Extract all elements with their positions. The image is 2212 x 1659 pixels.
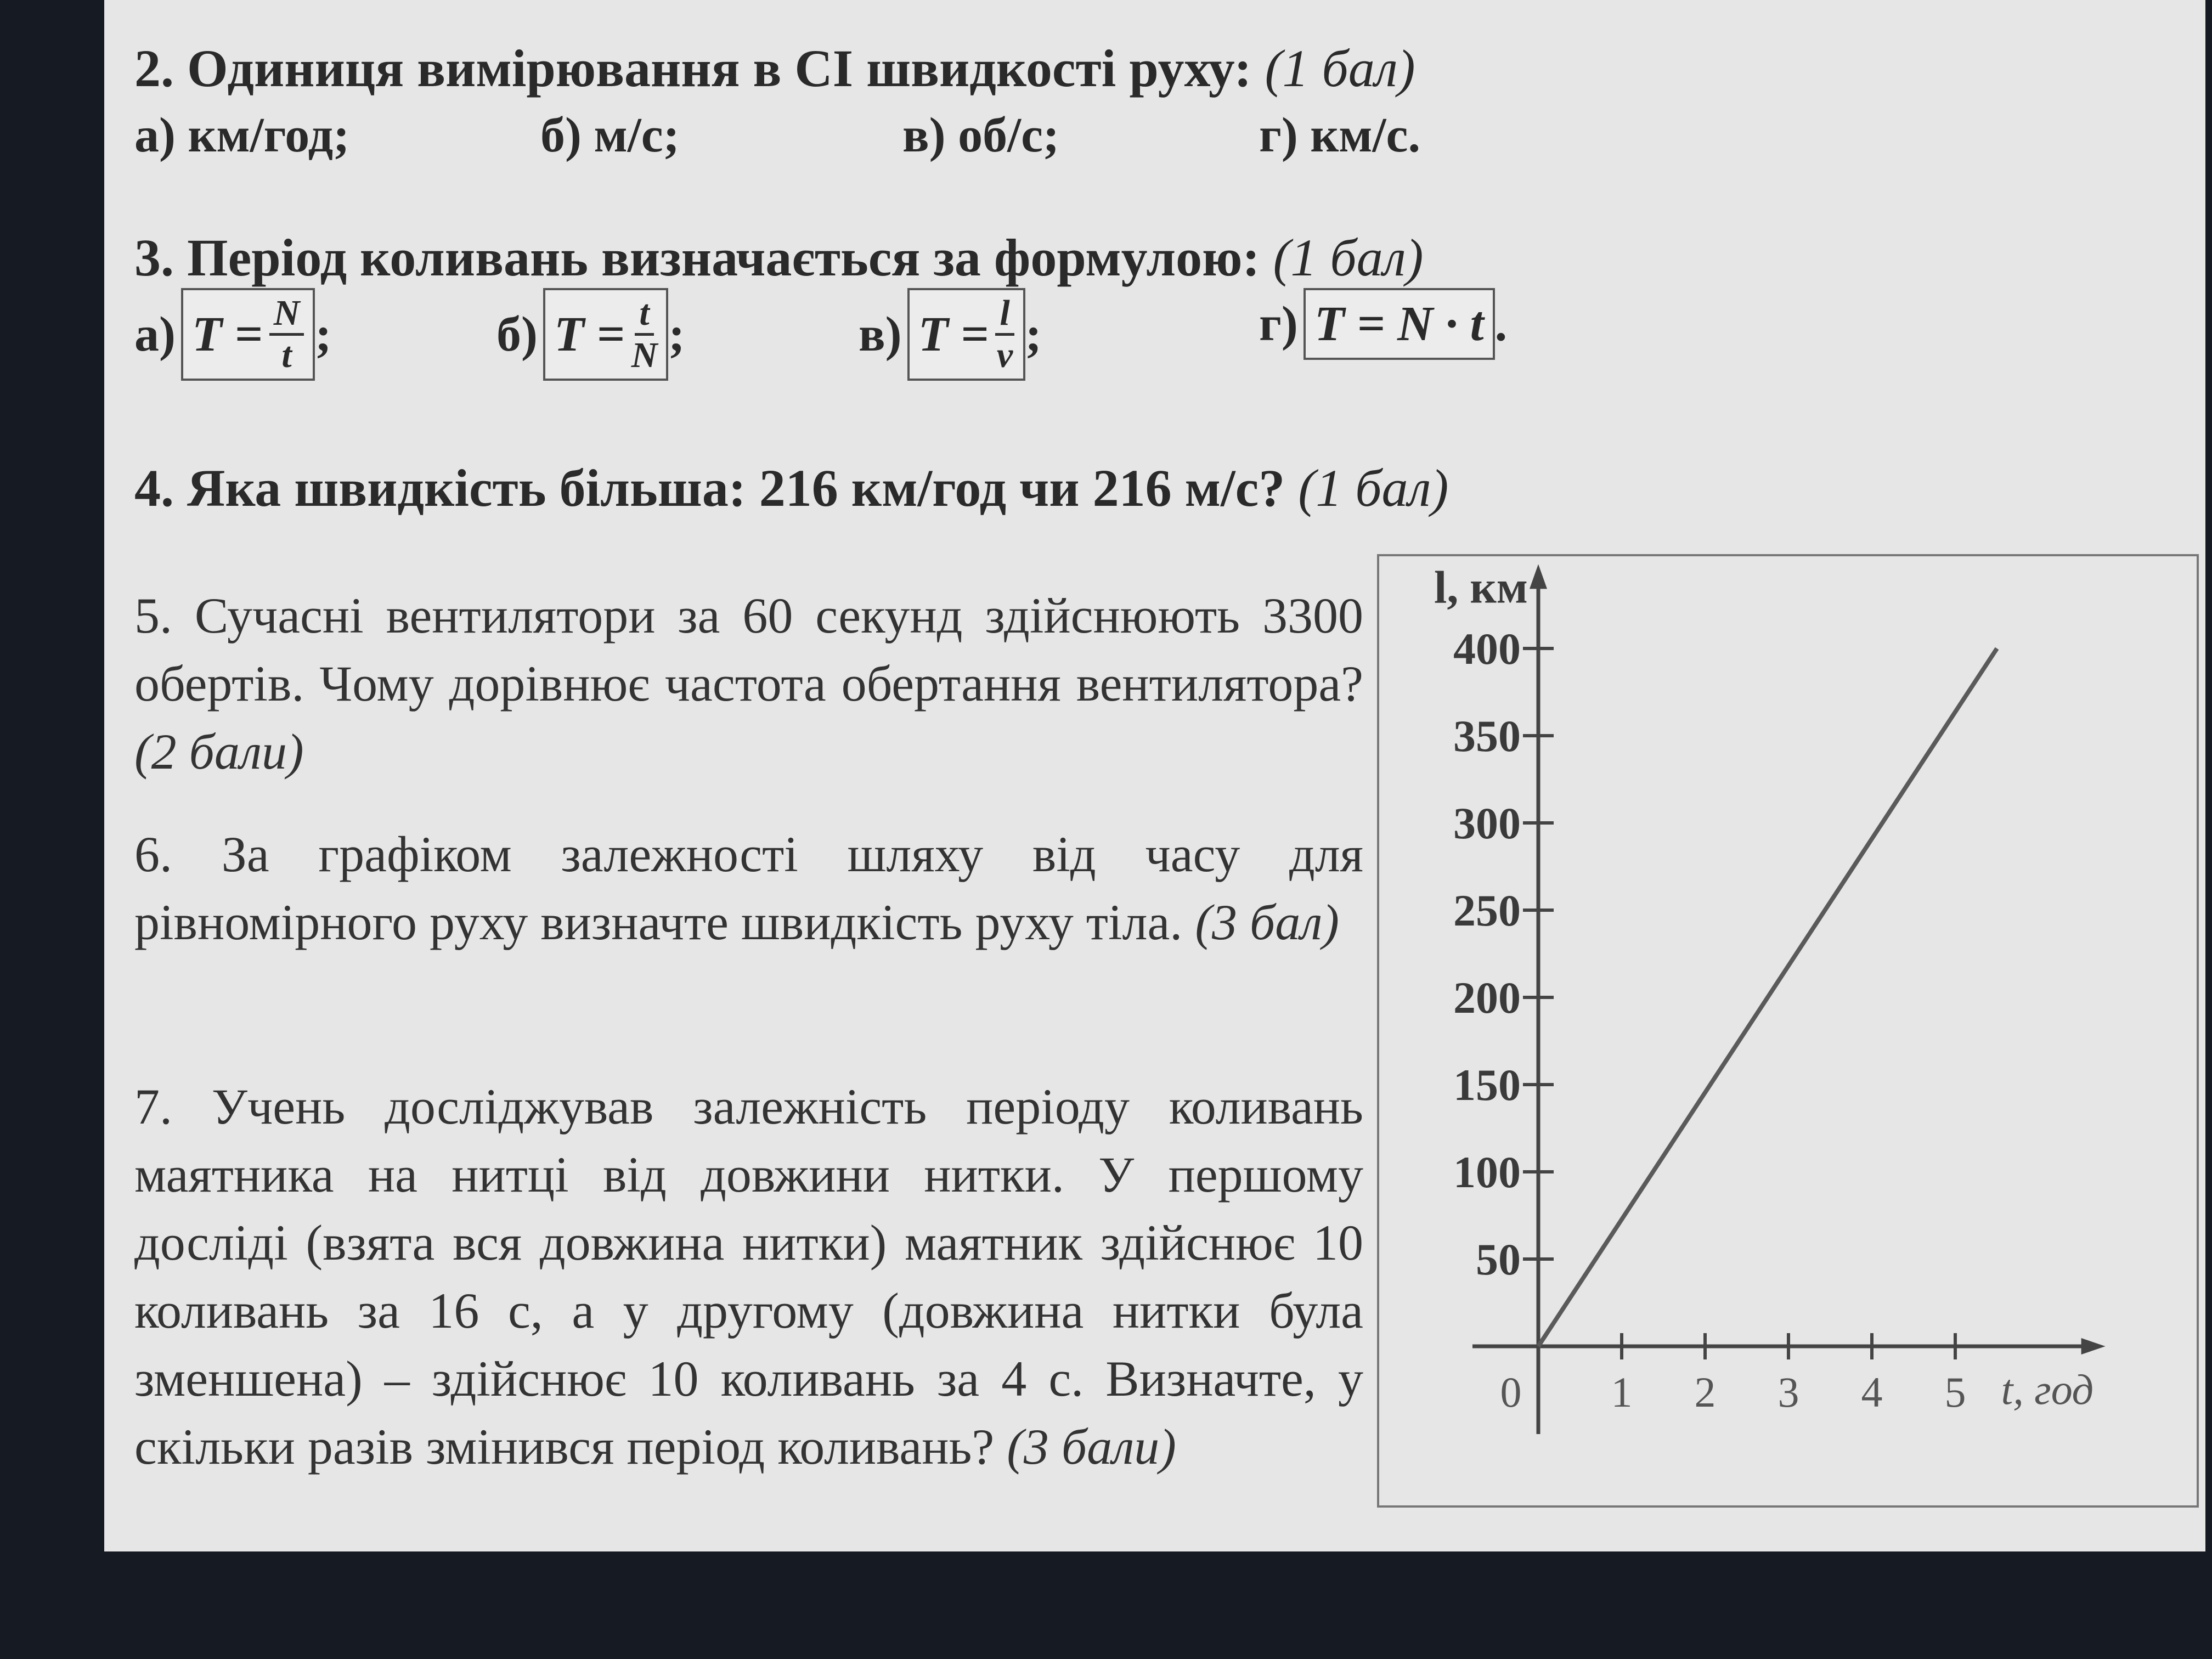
- y-tick-label: 400: [1453, 624, 1521, 674]
- y-tick-label: 50: [1476, 1234, 1521, 1284]
- y-tick-label: 300: [1453, 798, 1521, 848]
- y-tick-label: 350: [1453, 711, 1521, 761]
- question-2-title: 2. Одиниця вимірювання в СІ швидкості руху:: [134, 39, 1252, 98]
- formula-d: T = N · t: [1304, 288, 1495, 360]
- question-5-text: 5. Сучасні вентилятори за 60 секунд здійснюють 3300 обертів. Чому дорівнює частота обертання вентилятора?: [134, 588, 1363, 712]
- question-4: [134, 458, 1448, 518]
- y-tick-label: 100: [1453, 1147, 1521, 1197]
- x-tick-label: 5: [1944, 1368, 1966, 1416]
- question-2-options: [134, 107, 1616, 167]
- x-tick-label: 3: [1778, 1368, 1799, 1416]
- question-5: [134, 582, 1363, 786]
- question-7: [134, 1073, 1363, 1481]
- question-5-points: (2 бали): [134, 724, 304, 780]
- question-2: [134, 38, 1415, 99]
- x-tick-label: 1: [1611, 1368, 1633, 1416]
- question-6-text: 6. За графіком залежності шляху від часу для рівномірного руху визначте швидкість руху тіла.: [134, 826, 1363, 950]
- q3-option-b[interactable]: б) T = $\frac{t}{N}$ ;: [496, 288, 685, 381]
- q3-option-d[interactable]: г) T = N · t .: [1259, 288, 1507, 360]
- origin-label: 0: [1500, 1368, 1522, 1416]
- y-axis-label: l, км: [1434, 562, 1528, 613]
- question-7-text: 7. Учень досліджував залежність періоду коливань маятника на нитці від довжини нитки. У першому досліді (взята вся довжина нитки) маятник здійснює 10 коливань за 16 с, а у другому (довжина нитки була зменшена) – здійснює 10 коливань за 4 с. Визначте, у скільки разів змінився період коливань?: [134, 1079, 1363, 1475]
- q2-option-a[interactable]: а) км/год;: [134, 108, 350, 162]
- q2-option-d[interactable]: г) км/с.: [1259, 108, 1420, 162]
- question-2-points: (1 бал): [1265, 39, 1415, 98]
- worksheet: [104, 0, 2205, 1551]
- q3-option-a[interactable]: а) T = $\frac{N}{t}$ ;: [134, 288, 331, 381]
- question-3-points: (1 бал): [1273, 228, 1424, 287]
- question-4-title: 4. Яка швидкість більша: 216 км/год чи 216 м/с?: [134, 459, 1285, 517]
- question-7-points: (3 бали): [1007, 1419, 1176, 1475]
- question-4-points: (1 бал): [1298, 459, 1449, 517]
- distance-line: [1538, 648, 1997, 1346]
- q2-option-b[interactable]: б) м/с;: [540, 108, 680, 162]
- x-tick-label: 2: [1694, 1368, 1716, 1416]
- y-axis-arrow: [1530, 564, 1547, 589]
- x-tick-label: 4: [1861, 1368, 1883, 1416]
- x-axis-label: t, год: [2001, 1365, 2094, 1413]
- question-3: [134, 228, 1424, 288]
- q2-option-c[interactable]: в) об/с;: [902, 108, 1059, 162]
- formula-b: T = $\frac{t}{N}$: [543, 288, 668, 381]
- y-tick-label: 150: [1453, 1060, 1521, 1110]
- x-axis-arrow: [2081, 1338, 2106, 1355]
- q3-option-c[interactable]: в) T = $\frac{l}{v}$ ;: [859, 288, 1042, 381]
- formula-c: T = $\frac{l}{v}$: [907, 288, 1025, 381]
- distance-time-chart: [1377, 554, 2199, 1508]
- question-6-points: (3 бал): [1195, 894, 1339, 950]
- question-3-options: [134, 288, 1616, 398]
- y-tick-label: 250: [1453, 885, 1521, 935]
- question-3-title: 3. Період коливань визначається за формулою:: [134, 228, 1260, 287]
- chart-svg: [1379, 556, 2197, 1505]
- question-6: [134, 820, 1363, 956]
- formula-a: T = $\frac{N}{t}$: [181, 288, 315, 381]
- y-tick-label: 200: [1453, 973, 1521, 1023]
